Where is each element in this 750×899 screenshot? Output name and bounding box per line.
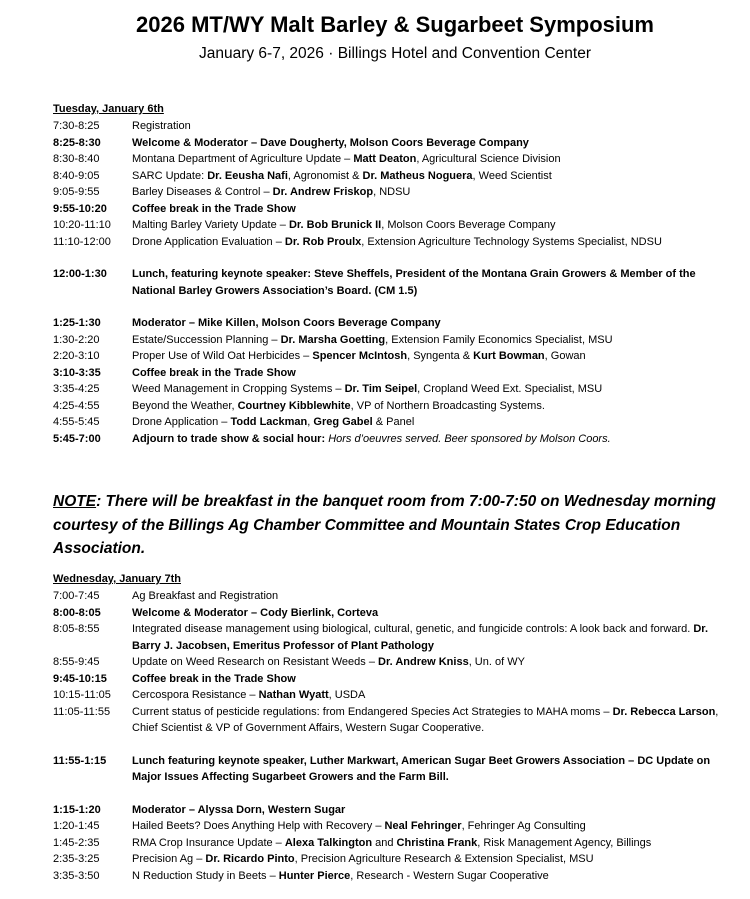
session-text: , Agricultural Science Division <box>416 153 561 165</box>
session-text: Coffee break in the Trade Show <box>132 366 296 379</box>
session-description <box>132 365 723 382</box>
session-time: 1:30-2:20 <box>53 333 100 346</box>
session-text: Dr. Ricardo Pinto <box>205 853 295 865</box>
session-description <box>132 348 723 365</box>
session-time: 1:45-2:35 <box>53 836 100 849</box>
session-text: Registration <box>132 120 191 132</box>
session-text: , Precision Agriculture Research & Extension Specialist, MSU <box>294 853 594 865</box>
session-description <box>132 168 723 185</box>
session-description <box>132 201 723 218</box>
session-text: SARC Update: <box>132 169 208 182</box>
session-time: 8:25-8:30 <box>53 136 101 149</box>
session-description <box>132 851 723 868</box>
session-time: 9:45-10:15 <box>53 672 107 685</box>
session-text: , Research - Western Sugar Cooperative <box>350 869 549 882</box>
session-text: Welcome & Moderator – Dave Dougherty, Molson Coors Beverage Company <box>132 136 529 149</box>
session-time: 9:05-9:55 <box>53 186 100 198</box>
schedule-row <box>53 654 723 671</box>
session-text: Courtney Kibblewhite <box>237 399 351 412</box>
session-text: Alexa Talkington <box>284 836 373 849</box>
schedule-row <box>53 851 723 868</box>
session-description <box>132 621 723 654</box>
schedule-row <box>53 621 723 654</box>
session-text: , Fehringer Ag Consulting <box>461 820 586 832</box>
session-description <box>132 266 723 299</box>
day2-heading: Wednesday, January 7th <box>53 573 181 585</box>
session-time: 1:25-1:30 <box>53 317 101 329</box>
session-description <box>132 753 723 786</box>
schedule-row <box>53 217 723 234</box>
session-text: Hunter Pierce <box>278 869 351 882</box>
session-description <box>132 234 723 251</box>
session-text: Proper Use of Wild Oat Herbicides – <box>132 350 313 362</box>
session-time: 8:55-9:45 <box>53 656 100 668</box>
session-text: Update on Weed Research on Resistant Weeds – <box>132 656 379 668</box>
session-text: Dr. Barry J. Jacobsen, Emeritus Professor of Plant Pathology <box>132 623 709 652</box>
session-text: , Gowan <box>544 350 586 362</box>
schedule-row <box>53 802 723 819</box>
session-text: N Reduction Study in Beets – <box>132 869 279 882</box>
session-text: Estate/Succession Planning – <box>132 333 281 346</box>
session-time: 1:20-1:45 <box>53 820 100 832</box>
session-text: , NDSU <box>373 186 411 198</box>
session-time: 2:20-3:10 <box>53 350 100 362</box>
day2-schedule <box>53 588 723 884</box>
schedule-row <box>53 184 723 201</box>
session-text: Drone Application – <box>132 416 231 428</box>
session-text: Dr. Bob Brunick II <box>288 219 382 231</box>
schedule-row <box>53 588 723 605</box>
session-text: Adjourn to trade show & social hour: <box>132 432 329 445</box>
session-description <box>132 151 723 168</box>
session-text: Precision Ag – <box>132 853 206 865</box>
session-text: RMA Crop Insurance Update – <box>132 836 285 849</box>
session-text: and <box>372 836 397 849</box>
session-text: Weed Management in Cropping Systems – <box>132 383 345 395</box>
session-time: 10:20-11:10 <box>53 219 111 231</box>
session-text: Cercospora Resistance – <box>132 689 259 701</box>
session-description <box>132 802 723 819</box>
session-text: Dr. Andrew Friskop <box>272 186 374 198</box>
session-text: , Un. of WY <box>468 656 525 668</box>
session-description <box>132 135 723 152</box>
schedule-row <box>53 398 723 415</box>
page-title: 2026 MT/WY Malt Barley & Sugarbeet Symposium <box>136 12 654 37</box>
schedule-row <box>53 348 723 365</box>
session-text: , Chief Scientist & VP of Government Affairs, Western Sugar Cooperative. <box>132 705 719 734</box>
session-text: Dr. Tim Seipel <box>344 383 418 395</box>
session-text: Malting Barley Variety Update – <box>132 219 289 231</box>
session-time: 11:55-1:15 <box>53 754 107 767</box>
session-description <box>132 868 723 885</box>
session-time: 8:30-8:40 <box>53 153 100 165</box>
schedule-row <box>53 234 723 251</box>
session-description <box>132 671 723 688</box>
session-time: 7:30-8:25 <box>53 120 100 132</box>
session-description <box>132 704 723 737</box>
session-text: Dr. Rob Proulx <box>284 235 362 248</box>
session-time: 8:00-8:05 <box>53 606 101 619</box>
session-text: , VP of Northern Broadcasting Systems. <box>350 399 545 412</box>
schedule-row <box>53 431 723 448</box>
schedule-row <box>53 201 723 218</box>
session-text: Moderator – Alyssa Dorn, Western Sugar <box>132 803 346 816</box>
session-time: 11:10-12:00 <box>53 235 111 248</box>
session-time: 1:15-1:20 <box>53 803 101 816</box>
schedule-row <box>53 868 723 885</box>
session-description <box>132 217 723 234</box>
session-text: Montana Department of Agriculture Update – <box>132 153 354 165</box>
session-text: Hors d’oeuvres served. Beer sponsored by Molson Coors. <box>328 432 611 445</box>
note-text: : There will be breakfast in the banquet room from 7:00-7:50 on Wednesday morning courtesy of the Billings Ag Chamber Committee and Mountain States Crop Education Association. <box>53 493 716 557</box>
session-text: , Risk Management Agency, Billings <box>477 836 652 849</box>
session-text: Greg Gabel <box>313 416 373 428</box>
breakfast-note <box>53 490 733 561</box>
session-text: , USDA <box>328 689 366 701</box>
session-time: 8:05-8:55 <box>53 623 100 635</box>
page-subtitle: January 6-7, 2026 · Billings Hotel and Convention Center <box>198 45 592 62</box>
session-description <box>132 184 723 201</box>
session-text: Lunch featuring keynote speaker, Luther Markwart, American Sugar Beet Growers Association – DC Update on Major Issues Affecting Sugarbeet Growers and the Farm Bill. <box>132 754 711 783</box>
session-text: Dr. Eeusha Nafi <box>207 169 288 182</box>
session-time: 3:10-3:35 <box>53 366 101 379</box>
schedule-row <box>53 315 723 332</box>
session-description <box>132 381 723 398</box>
session-text: Dr. Andrew Kniss <box>378 656 469 668</box>
schedule-row <box>53 135 723 152</box>
session-description <box>132 414 723 431</box>
session-description <box>132 818 723 835</box>
session-text: , Extension Agriculture Technology Systems Specialist, NDSU <box>361 235 662 248</box>
session-text: Welcome & Moderator – Cody Bierlink, Corteva <box>132 606 379 619</box>
session-description <box>132 588 723 605</box>
schedule-row <box>53 365 723 382</box>
day1-schedule <box>53 118 723 447</box>
day1-heading: Tuesday, January 6th <box>53 103 164 115</box>
note-label: NOTE <box>53 493 97 510</box>
session-time: 2:35-3:25 <box>53 853 100 865</box>
session-time: 3:35-3:50 <box>53 869 100 882</box>
schedule-row <box>53 671 723 688</box>
session-description <box>132 605 723 622</box>
session-time: 4:25-4:55 <box>53 399 100 412</box>
session-time: 5:45-7:00 <box>53 432 101 445</box>
session-time: 10:15-11:05 <box>53 689 111 701</box>
session-description <box>132 687 723 704</box>
session-text: Ag Breakfast and Registration <box>132 590 279 602</box>
session-text: Barley Diseases & Control – <box>132 186 273 198</box>
session-text: , Extension Family Economics Specialist, MSU <box>385 333 613 346</box>
session-text: Kurt Bowman <box>473 350 545 362</box>
schedule-row <box>53 168 723 185</box>
schedule-row <box>53 687 723 704</box>
session-text: Integrated disease management using biological, cultural, genetic, and fungicide controls: A look back and forward. <box>132 623 694 635</box>
session-time: 4:55-5:45 <box>53 416 100 428</box>
session-description <box>132 431 723 448</box>
session-text: Lunch, featuring keynote speaker: Steve Sheffels, President of the Montana Grain Growers & Member of the National Barley Growers Association’s Board. (CM 1.5) <box>132 268 696 297</box>
schedule-row <box>53 818 723 835</box>
schedule-row <box>53 266 723 299</box>
session-time: 7:00-7:45 <box>53 590 100 602</box>
session-time: 9:55-10:20 <box>53 202 107 215</box>
session-text: Dr. Matheus Noguera <box>362 169 473 182</box>
schedule-row <box>53 381 723 398</box>
schedule-row <box>53 332 723 349</box>
session-text: Beyond the Weather, <box>132 399 238 412</box>
session-description <box>132 118 723 135</box>
session-text: & Panel <box>372 416 415 428</box>
session-text: , Molson Coors Beverage Company <box>381 219 556 231</box>
session-text: Hailed Beets? Does Anything Help with Recovery – <box>132 820 385 832</box>
session-text: Christina Frank <box>396 836 478 849</box>
session-description <box>132 332 723 349</box>
session-text: Neal Fehringer <box>384 820 462 832</box>
session-text: , Cropland Weed Ext. Specialist, MSU <box>417 383 603 395</box>
session-text: Current status of pesticide regulations: from Endangered Species Act Strategies to MAHA moms – <box>132 705 613 718</box>
session-time: 11:05-11:55 <box>53 705 111 718</box>
session-text: Dr. Rebecca Larson <box>612 705 716 718</box>
schedule-row <box>53 151 723 168</box>
session-text: Nathan Wyatt <box>258 689 329 701</box>
schedule-row <box>53 605 723 622</box>
session-text: , Agronomist & <box>287 169 363 182</box>
session-time: 3:35-4:25 <box>53 383 100 395</box>
session-time: 8:40-9:05 <box>53 169 100 182</box>
session-text: Todd Lackman <box>230 416 308 428</box>
session-text: Drone Application Evaluation – <box>132 235 285 248</box>
session-text: , <box>307 416 314 428</box>
session-text: , Syngenta & <box>407 350 474 362</box>
session-description <box>132 654 723 671</box>
session-text: Spencer McIntosh <box>312 350 408 362</box>
session-text: Dr. Marsha Goetting <box>280 333 386 346</box>
session-text: Coffee break in the Trade Show <box>132 202 296 215</box>
schedule-row <box>53 704 723 737</box>
session-text: Matt Deaton <box>353 153 417 165</box>
session-description <box>132 398 723 415</box>
session-text: , Weed Scientist <box>472 169 552 182</box>
session-text: Coffee break in the Trade Show <box>132 672 296 685</box>
session-description <box>132 315 723 332</box>
schedule-row <box>53 835 723 852</box>
schedule-row <box>53 414 723 431</box>
schedule-row <box>53 118 723 135</box>
session-description <box>132 835 723 852</box>
session-time: 12:00-1:30 <box>53 268 107 280</box>
schedule-row <box>53 753 723 786</box>
session-text: Moderator – Mike Killen, Molson Coors Beverage Company <box>132 317 441 329</box>
